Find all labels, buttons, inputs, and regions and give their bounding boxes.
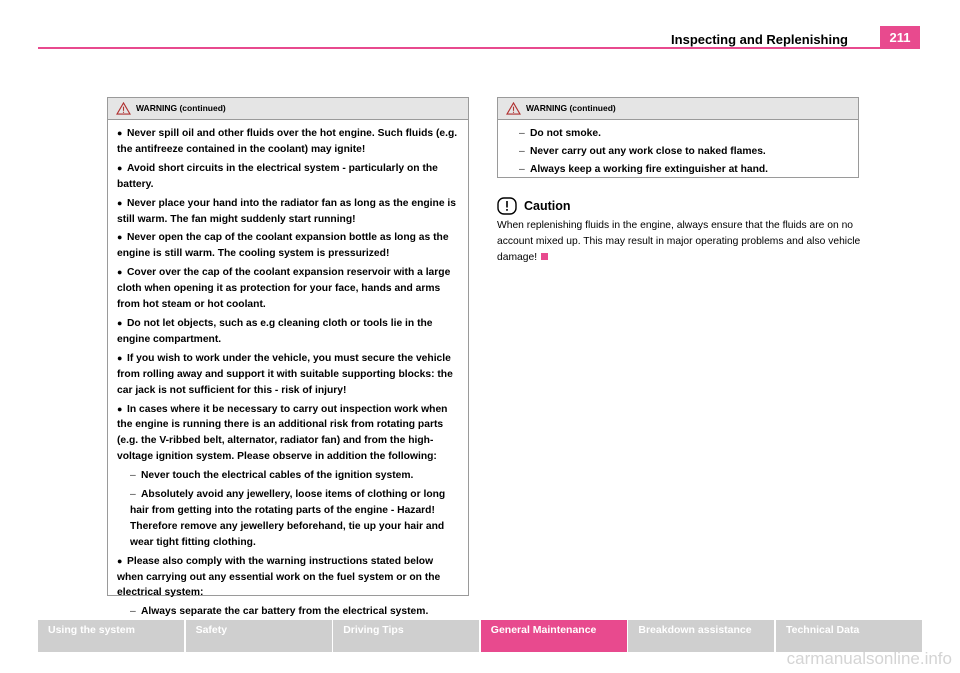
footer-nav bbox=[38, 620, 922, 652]
footer-tab-general-maintenance[interactable]: General Maintenance bbox=[481, 620, 627, 652]
footer-tab-breakdown-assistance[interactable]: Breakdown assistance bbox=[628, 620, 774, 652]
warning-box-right bbox=[497, 97, 859, 178]
page-number: 211 bbox=[880, 26, 920, 48]
warning-body bbox=[108, 120, 468, 620]
header-rule bbox=[38, 47, 920, 49]
warning-box-header bbox=[108, 98, 468, 120]
page-header-title: Inspecting and Replenishing bbox=[671, 32, 848, 47]
caution-icon bbox=[497, 197, 517, 215]
warning-item: ● Never open the cap of the coolant expansion bottle as long as the engine is still warm. The cooling system is pressurized! bbox=[117, 232, 449, 260]
warning-item: ● If you wish to work under the vehicle, you must secure the vehicle from rolling away and support it with suitable supporting blocks: the car jack is not sufficient for this - risk of injury! bbox=[117, 352, 453, 396]
caution-title: Caution bbox=[524, 199, 571, 213]
warning-subitem: – Never carry out any work close to naked flames. bbox=[519, 145, 766, 157]
end-of-section-marker bbox=[541, 253, 548, 260]
footer-tab-technical-data[interactable]: Technical Data bbox=[776, 620, 922, 652]
warning-item: ● Do not let objects, such as e.g cleaning cloth or tools lie in the engine compartment. bbox=[117, 317, 433, 345]
footer-tab-using-the-system[interactable]: Using the system bbox=[38, 620, 184, 652]
warning-subitem: – Never touch the electrical cables of the ignition system. bbox=[130, 470, 414, 482]
warning-item: ● Never spill oil and other fluids over the hot engine. Such fluids (e.g. the antifreeze contained in the coolant) may ignite! bbox=[117, 128, 458, 155]
warning-box-header bbox=[498, 98, 858, 120]
warning-heading: WARNING (continued) bbox=[526, 103, 616, 113]
watermark: carmanualsonline.info bbox=[786, 649, 952, 668]
warning-triangle-icon bbox=[506, 102, 521, 115]
caution-heading-row bbox=[497, 197, 571, 215]
warning-subitem: – Absolutely avoid any jewellery, loose items of clothing or long hair from getting into the rotating parts of the engine - Hazard! Therefore remove any jewellery beforehand, tie up your hair and wear tight fitting clothing. bbox=[130, 489, 446, 548]
warning-subitem: – Always separate the car battery from the electrical system. bbox=[130, 606, 429, 618]
warning-subitem: – Do not smoke. bbox=[519, 128, 601, 139]
warning-item: ● Avoid short circuits in the electrical system - particularly on the battery. bbox=[117, 162, 438, 190]
warning-item: ● Please also comply with the warning instructions stated below when carrying out any essential work on the fuel system or on the electrical system: bbox=[117, 555, 441, 599]
warning-heading: WARNING (continued) bbox=[136, 103, 226, 113]
warning-item: ● Never place your hand into the radiator fan as long as the engine is still warm. The fan might suddenly start running! bbox=[117, 197, 457, 225]
warning-item: ● Cover over the cap of the coolant expansion reservoir with a large cloth when opening it as protection for your face, hands and arms from hot steam or hot coolant. bbox=[117, 267, 451, 311]
warning-box-left bbox=[107, 97, 469, 618]
footer-tab-safety[interactable]: Safety bbox=[186, 620, 332, 652]
caution-text: When replenishing fluids in the engine, always ensure that the fluids are on no account mixed up. This may result in major operating problems and also vehicle damage! bbox=[497, 220, 861, 263]
warning-triangle-icon bbox=[116, 102, 131, 115]
warning-body bbox=[498, 120, 858, 178]
footer-tab-driving-tips[interactable]: Driving Tips bbox=[333, 620, 479, 652]
warning-item: ● In cases where it be necessary to carry out inspection work when the engine is running there is an additional risk from rotating parts (e.g. the V-ribbed belt, alternator, radiator fan) and from the high-voltage ignition system. Please observe in addition the following: bbox=[117, 403, 448, 463]
warning-subitem: – Always keep a working fire extinguisher at hand. bbox=[519, 163, 769, 175]
